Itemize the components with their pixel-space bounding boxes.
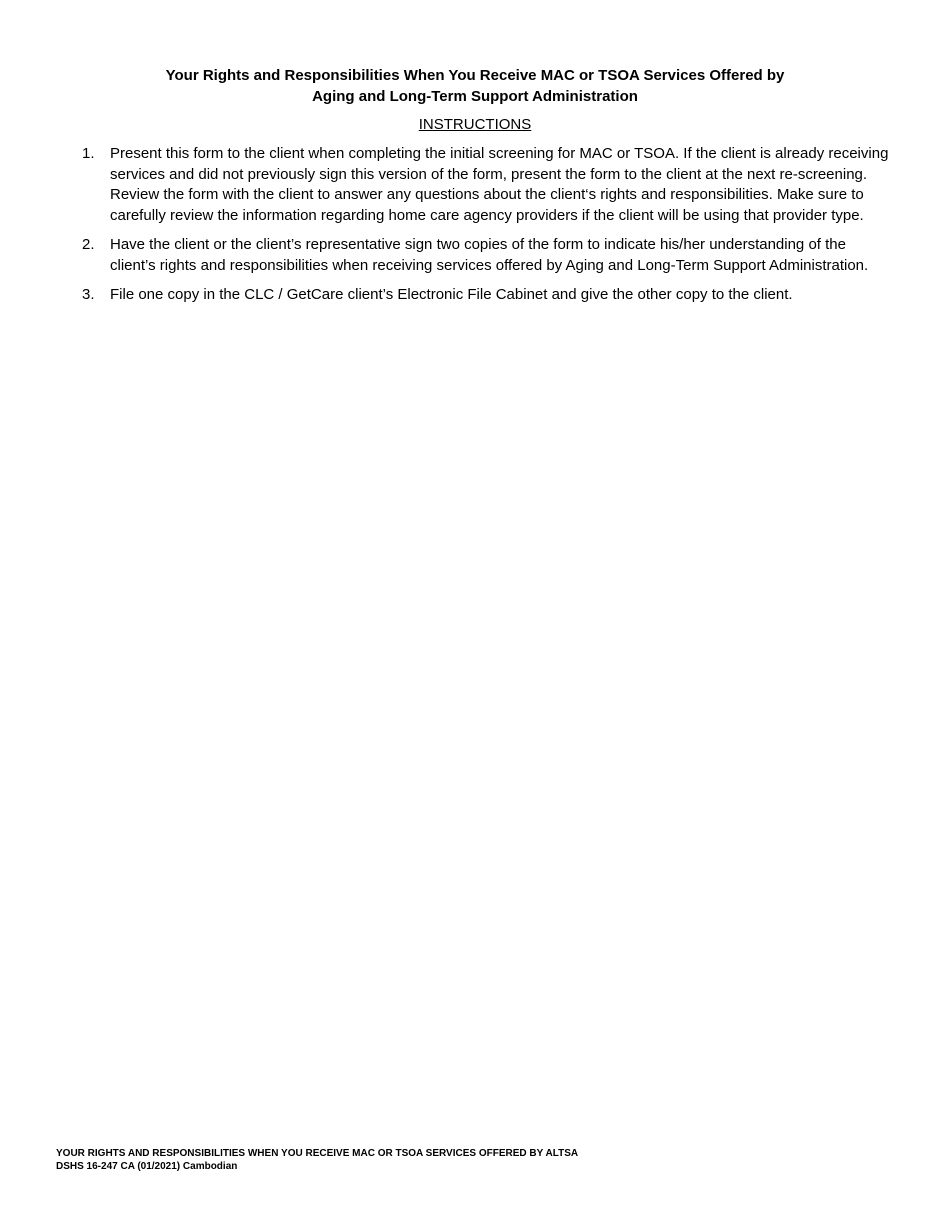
footer-title: YOUR RIGHTS AND RESPONSIBILITIES WHEN YOU RECEIVE MAC OR TSOA SERVICES OFFERED BY ALTSA bbox=[56, 1148, 579, 1159]
footer-form-number: DSHS 16-247 CA (01/2021) Cambodian bbox=[56, 1161, 238, 1172]
list-item bbox=[82, 144, 892, 226]
page-title-line-1: Your Rights and Responsibilities When You Receive MAC or TSOA Services Offered by bbox=[165, 67, 785, 84]
list-item bbox=[82, 235, 892, 276]
instruction-text: Present this form to the client when completing the initial screening for MAC or TSOA. If the client is already receiving services and did not previously sign this version of the form, present the form to the client at the next re-screening. Review the form with the client to answer any questions about the client‘s rights and responsibilities. Make sure to carefully review the information regarding home care agency providers if the client will be using that provider type. bbox=[110, 145, 889, 224]
instructions-list bbox=[82, 144, 892, 315]
list-item bbox=[82, 285, 892, 306]
instruction-text: File one copy in the CLC / GetCare client’s Electronic File Cabinet and give the other copy to the client. bbox=[110, 286, 793, 303]
instruction-text: Have the client or the client’s representative sign two copies of the form to indicate his/her understanding of the client’s rights and responsibilities when receiving services offered by Aging and Long-Term Support Administration. bbox=[110, 236, 869, 274]
page-title-line-2: Aging and Long-Term Support Administration bbox=[312, 88, 638, 105]
instruction-number: 1. bbox=[82, 145, 95, 162]
instructions-heading: INSTRUCTIONS bbox=[418, 116, 532, 133]
page-footer bbox=[56, 1147, 578, 1173]
page-title bbox=[0, 65, 950, 107]
instruction-number: 3. bbox=[82, 286, 95, 303]
instruction-number: 2. bbox=[82, 236, 95, 253]
